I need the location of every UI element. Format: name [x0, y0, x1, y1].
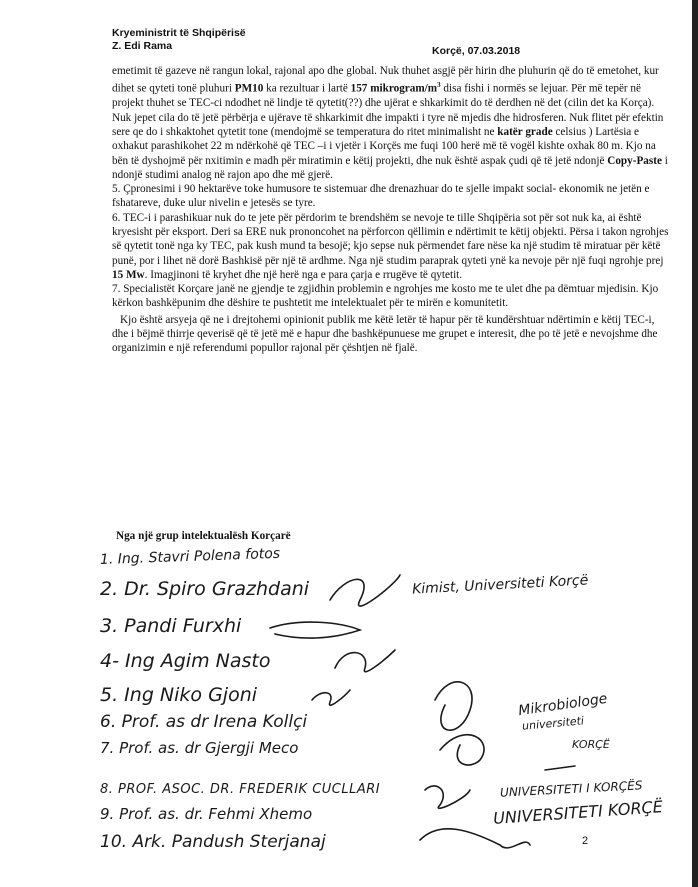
signature-stroke-3: [270, 622, 360, 638]
affiliation-university-korce: UNIVERSITETI KORÇË: [492, 797, 664, 828]
affiliation-city: KORÇË: [572, 738, 610, 751]
affiliation-university-korces: UNIVERSITETI I KORÇËS: [499, 778, 643, 800]
signature-stroke-10: [420, 829, 530, 848]
affiliation-university: universiteti: [521, 714, 585, 733]
list-item-5: 5. Çpronesimi i 90 hektarëve toke humusore te sistemuar dhe drenazhuar do te sjelle impakt social- ekonomik ne jetën e fshatareve, duke ulur nivelin e jetesës se tyre.: [112, 183, 650, 210]
signatory-6: 6. Prof. as dr Irena Kollçi: [100, 712, 308, 732]
recipient-name: Z. Edi Rama: [112, 40, 173, 52]
place-date: Korçë, 07.03.2018: [432, 45, 521, 57]
signatory-8: 8. PROF. ASOC. DR. FREDERIK CUCLLARI: [100, 782, 381, 797]
affiliation-chemist: Kimist, Universiteti Korçë: [411, 572, 589, 598]
signatory-5: 5. Ing Niko Gjoni: [100, 684, 258, 706]
paragraph-emissions: emetimit të gazeve në rangun lokal, rajonal apo dhe global. Nuk thuhet asgjë për hirin dhe pluhurin që do të emetohet, kur dihet se qyteti tonë pluhuri PM10 ka rezultuar i lartë 157 mikrogram/$m^3$ disa fishi i normës se lejuar. Për më tepër në projekt thuhet se TEC-ci ndodhet në lindje të qytetit(??) dhe ujërat e shkarkimit do të derdhen në det (cilin det ka Korça). Nuk jepet cila do të jetë përbërja e ujërave të shkarkimit dhe impakti i tyre në mjedis dhe hidrosferen. Nuk flitet për efektin sere qe do i shkaktohet qytetit tone (mendojmë se temperatura do ritet minimalisht ne katër grade celsius ) Lartësia e oxhakut parashikohet 22 m ndërkohë që TEC –i i vjetër i Korçës me fuqi 100 herë më të vogël kishte oxhak 80 m. Kjo na bën të dyshojmë për nxitimin e madh për miratimin e këtij projekti, dhe nuk është aspak çudi që të jetë ndonjë Copy-Paste i ndonjë studimi analog në rajon apo dhe më gjerë.: [112, 65, 668, 181]
signature-stroke-4: [335, 650, 395, 672]
signatory-9: 9. Prof. as. dr. Fehmi Xhemo: [100, 805, 313, 823]
recipient-title: Kryeministrit të Shqipërisë: [112, 27, 246, 39]
signature-stroke-5: [312, 690, 350, 705]
signature-stroke-7: [440, 735, 484, 765]
page-number: 2: [582, 835, 589, 847]
signature-stroke-2: [330, 575, 400, 606]
signatory-1: 1. Ing. Stavri Polena fotos: [99, 545, 281, 568]
signatory-10: 10. Ark. Pandush Sterjanaj: [100, 832, 326, 852]
scan-edge: [692, 0, 698, 887]
affiliation-microbiologist: Mikrobiologe: [517, 690, 609, 720]
signatory-2: 2. Dr. Spiro Grazhdani: [100, 578, 310, 600]
signatory-3: 3. Pandi Furxhi: [100, 615, 242, 637]
list-item-7: 7. Specialistët Korçare janë ne gjendje te zgjidhin problemin e ngrohjes me kosto me te ulet dhe pa dëmtuar mjedisin. Kjo kërkon bashkëpunim dhe dëshire te pushtetit me intelektualet për te mirën e komunitetit.: [112, 283, 659, 310]
closing-paragraph: Kjo është arsyeja që ne i drejtohemi opinionit publik me këtë letër të hapur për të kundërshtuar ndërtimin e këtij TEC-i, dhe i bëjmë thirrje qeverisë që të jetë më e hapur dhe bashkëpunuese me grupet e interesit, dhe po të jetë e nevojshme dhe organizimin e një referendumi popullor rajonal për çështjen në fjalë.: [112, 313, 658, 355]
dash-mark: [545, 766, 575, 770]
group-title: Nga një grup intelektualësh Korçarë: [116, 530, 291, 542]
signatory-7: 7. Prof. as. dr Gjergji Meco: [100, 739, 299, 757]
signature-stroke-6: [435, 682, 472, 730]
signature-stroke-9: [425, 786, 470, 808]
signatory-4: 4- Ing Agim Nasto: [100, 650, 271, 672]
list-item-6: 6. TEC-i i parashikuar nuk do te jete për përdorim te brendshëm se nevoje te tille Shqipëria sot për sot nuk ka, ai është kryesisht për eksport. Deri sa ERE nuk prononcohet na përforcon qëllimin e ndërtimit te këtij objekti. Përsa i takon ngrohjes së qytetit tonë nga ky TEC, pak kush mund ta besojë; kjo sepse nuk përmendet fare nëse ka një studim të miratuar për këtë punë, por i lihet në dorë Bashkisë për një të ardhme. Nga një studim paraprak qyteti ynë ka nevoje për një fuqi ngrohje prej 15 Mw. Imagjinoni të kryhet dhe një herë nga e para çarja e rrugëve të qytetit.: [112, 211, 669, 281]
